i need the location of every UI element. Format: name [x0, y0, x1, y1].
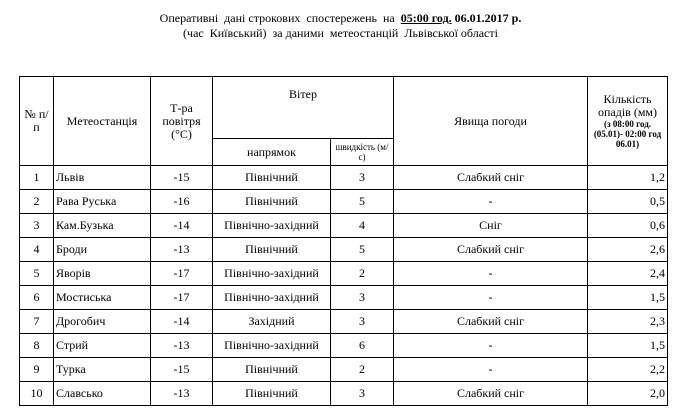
cell-temperature: -13 — [151, 382, 213, 406]
cell-wind-direction: Північний — [213, 166, 331, 190]
cell-temperature: -14 — [151, 310, 213, 334]
cell-precipitation: 2,4 — [588, 262, 668, 286]
cell-wind-direction: Північно-західний — [213, 334, 331, 358]
cell-station: Яворів — [54, 262, 151, 286]
report-subtitle: (час Київський) за даними метеостанцій Львівської області — [183, 26, 498, 40]
table-row — [20, 358, 668, 382]
cell-station: Дрогобич — [54, 310, 151, 334]
header-precipitation-title: Кількість опадів (мм) — [597, 92, 658, 119]
cell-temperature: -17 — [151, 262, 213, 286]
cell-wind-direction: Північний — [213, 358, 331, 382]
cell-temperature: -13 — [151, 334, 213, 358]
cell-wind-speed: 5 — [331, 238, 394, 262]
cell-station: Стрий — [54, 334, 151, 358]
cell-precipitation: 2,6 — [588, 238, 668, 262]
cell-number: 9 — [20, 358, 54, 382]
cell-precipitation: 0,6 — [588, 214, 668, 238]
report-title — [0, 11, 681, 25]
cell-phenomena: - — [394, 334, 588, 358]
cell-phenomena: Слабкий сніг — [394, 166, 588, 190]
table-row — [20, 382, 668, 406]
cell-number: 2 — [20, 190, 54, 214]
cell-precipitation: 2,2 — [588, 358, 668, 382]
cell-station: Турка — [54, 358, 151, 382]
cell-wind-speed: 4 — [331, 214, 394, 238]
cell-phenomena: - — [394, 262, 588, 286]
cell-precipitation: 1,5 — [588, 286, 668, 310]
observation-date: 06.01.2017 р. — [451, 11, 522, 25]
cell-wind-speed: 5 — [331, 190, 394, 214]
header-temperature: Т-ра повітря (°С) — [151, 77, 213, 166]
cell-wind-speed: 3 — [331, 286, 394, 310]
cell-precipitation: 1,2 — [588, 166, 668, 190]
header-wind: Вітер — [213, 77, 394, 139]
cell-wind-direction: Північно-західний — [213, 286, 331, 310]
cell-wind-speed: 3 — [331, 166, 394, 190]
cell-wind-speed: 3 — [331, 310, 394, 334]
cell-wind-direction: Північний — [213, 190, 331, 214]
cell-wind-speed: 2 — [331, 262, 394, 286]
cell-temperature: -17 — [151, 286, 213, 310]
cell-wind-direction: Західний — [213, 310, 331, 334]
cell-station: Львів — [54, 166, 151, 190]
cell-wind-direction: Північно-західний — [213, 214, 331, 238]
cell-wind-speed: 6 — [331, 334, 394, 358]
cell-precipitation: 2,0 — [588, 382, 668, 406]
cell-phenomena: Слабкий сніг — [394, 382, 588, 406]
cell-phenomena: Слабкий сніг — [394, 238, 588, 262]
table-row — [20, 286, 668, 310]
header-station: Метеостанція — [54, 77, 151, 166]
header-precipitation — [588, 77, 668, 166]
header-wind-speed: швидкість (м/с) — [331, 139, 394, 166]
cell-number: 1 — [20, 166, 54, 190]
cell-temperature: -14 — [151, 214, 213, 238]
cell-temperature: -15 — [151, 166, 213, 190]
cell-phenomena: - — [394, 358, 588, 382]
weather-observations-table — [19, 76, 668, 406]
table-row — [20, 190, 668, 214]
header-phenomena: Явища погоди — [394, 77, 588, 166]
cell-number: 6 — [20, 286, 54, 310]
cell-phenomena: Слабкий сніг — [394, 310, 588, 334]
table-row — [20, 238, 668, 262]
table-row — [20, 310, 668, 334]
table-row — [20, 214, 668, 238]
observation-time: 05:00 год. — [400, 11, 452, 25]
cell-number: 7 — [20, 310, 54, 334]
cell-temperature: -16 — [151, 190, 213, 214]
cell-station: Рава Руська — [54, 190, 151, 214]
cell-phenomena: - — [394, 190, 588, 214]
table-row — [20, 166, 668, 190]
cell-wind-direction: Північний — [213, 382, 331, 406]
header-precipitation-period: (з 08:00 год.(05.01)- 02:00 год 06.01) — [593, 119, 662, 149]
cell-station: Броди — [54, 238, 151, 262]
header-wind-direction: напрямок — [213, 139, 331, 166]
cell-temperature: -15 — [151, 358, 213, 382]
cell-wind-speed: 3 — [331, 382, 394, 406]
cell-precipitation: 2,3 — [588, 310, 668, 334]
cell-number: 10 — [20, 382, 54, 406]
cell-wind-direction: Північно-західний — [213, 262, 331, 286]
cell-precipitation: 1,5 — [588, 334, 668, 358]
cell-temperature: -13 — [151, 238, 213, 262]
cell-number: 3 — [20, 214, 54, 238]
cell-phenomena: Сніг — [394, 214, 588, 238]
cell-precipitation: 0,5 — [588, 190, 668, 214]
cell-station: Славсько — [54, 382, 151, 406]
cell-station: Мостиська — [54, 286, 151, 310]
table-row — [20, 334, 668, 358]
cell-phenomena: - — [394, 286, 588, 310]
cell-number: 8 — [20, 334, 54, 358]
cell-number: 5 — [20, 262, 54, 286]
cell-station: Кам.Бузька — [54, 214, 151, 238]
header-number: № п/п — [20, 77, 54, 166]
table-row — [20, 262, 668, 286]
cell-number: 4 — [20, 238, 54, 262]
cell-wind-direction: Північний — [213, 238, 331, 262]
title-prefix: Оперативні дані строкових спостережень на — [159, 11, 401, 25]
cell-wind-speed: 2 — [331, 358, 394, 382]
